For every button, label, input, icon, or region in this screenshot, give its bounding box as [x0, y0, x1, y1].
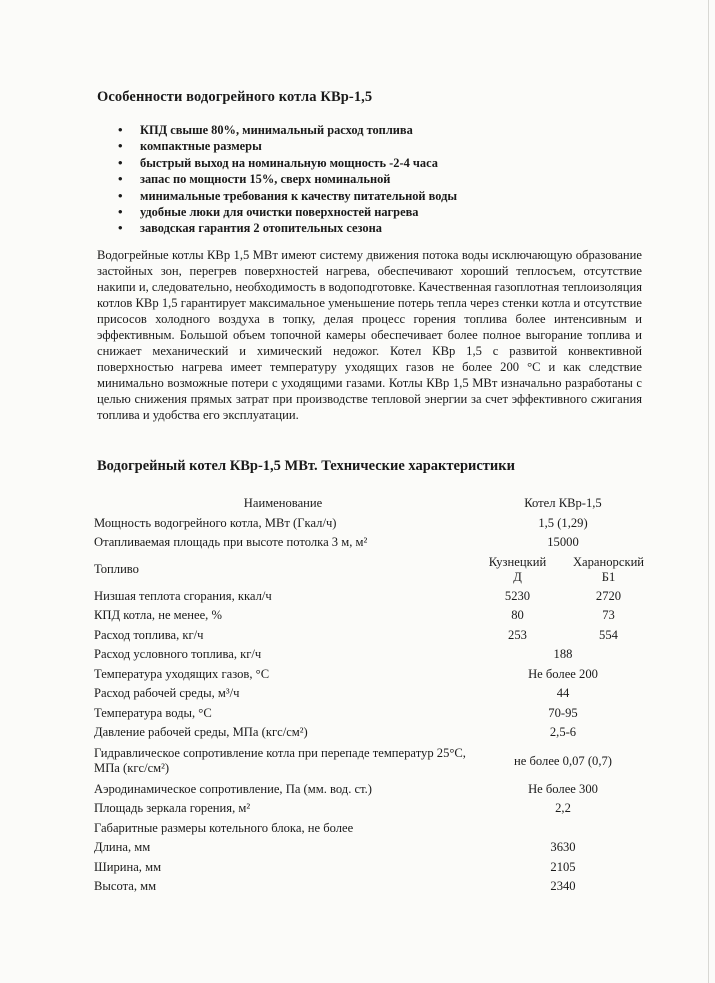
row-label: Расход рабочей среды, м³/ч: [94, 686, 240, 701]
feature-item: • запас по мощности 15%, сверх номинальной: [118, 171, 457, 187]
col-value-header: Котел КВр-1,5: [524, 496, 602, 511]
table-row: [94, 780, 654, 800]
row-label: Низшая теплота сгорания, ккал/ч: [94, 588, 272, 603]
row-value: 3630: [550, 840, 576, 855]
fuel-2-cell: [563, 553, 654, 587]
table-row: [94, 684, 654, 704]
row-label: Высота, мм: [94, 879, 157, 894]
row-label: Ширина, мм: [94, 859, 162, 874]
col-name-header: Наименование: [243, 496, 323, 511]
fuel-1-cell: [472, 553, 563, 587]
table-row: [94, 743, 654, 780]
scan-edge-line: [708, 0, 709, 983]
table-row: [94, 533, 654, 553]
row-label: Площадь зеркала горения, м²: [94, 801, 251, 816]
row-value: 1,5 (1,29): [538, 515, 588, 530]
fuel-1-name: Кузнецкий: [488, 555, 547, 569]
row-label: Габаритные размеры котельного блока, не более: [94, 820, 354, 835]
row-value: 188: [553, 647, 573, 662]
table-row: [94, 819, 654, 839]
table-row: [94, 626, 654, 646]
table-row: [94, 799, 654, 819]
row-value: 70-95: [548, 705, 578, 720]
row-label: Гидравлическое сопротивление котла при перепаде температур 25°С, МПа (кгс/см²): [94, 746, 466, 775]
table-row: [94, 704, 654, 724]
specs-table: [94, 494, 654, 897]
row-label: Мощность водогрейного котла, МВт (Гкал/ч): [94, 515, 337, 530]
row-label: Давление рабочей среды, МПа (кгс/см²): [94, 725, 308, 740]
fuel-2-name: Харанорский: [572, 555, 645, 569]
table-row: [94, 858, 654, 878]
fuel-1-grade: Д: [513, 569, 522, 584]
row-label: Расход топлива, кг/ч: [94, 627, 204, 642]
table-row: [94, 838, 654, 858]
row-label: Длина, мм: [94, 840, 151, 855]
row-value: 2105: [550, 859, 576, 874]
fuel-2-grade: Б1: [601, 569, 616, 584]
features-list: [118, 122, 457, 237]
table-row: [94, 514, 654, 534]
row-value: 2,2: [555, 801, 571, 816]
row-label: Температура уходящих газов, °С: [94, 666, 270, 681]
row-value-2: 73: [602, 608, 615, 623]
row-value-1: 5230: [504, 588, 531, 603]
row-value-2: 2720: [595, 588, 622, 603]
feature-item: • быстрый выход на номинальную мощность -2-4 часа: [118, 155, 457, 171]
row-value: 2340: [550, 879, 576, 894]
feature-item: • КПД свыше 80%, минимальный расход топлива: [118, 122, 457, 138]
row-value-1: 80: [511, 608, 524, 623]
table-row: [94, 587, 654, 607]
row-label: Расход условного топлива, кг/ч: [94, 647, 262, 662]
row-value-empty: [472, 819, 654, 839]
table-row: [94, 723, 654, 743]
table-row: [94, 645, 654, 665]
row-value: 15000: [547, 535, 579, 550]
table-row: [94, 877, 654, 897]
table-header-row: [94, 494, 654, 514]
features-heading: Особенности водогрейного котла КВр-1,5: [97, 89, 373, 105]
row-value-2: 554: [599, 627, 618, 642]
row-label: КПД котла, не менее, %: [94, 608, 222, 623]
specs-heading: Водогрейный котел КВр-1,5 МВт. Технические характеристики: [97, 458, 515, 474]
row-value: 2,5-6: [549, 725, 577, 740]
table-row-fuel: [94, 553, 654, 587]
feature-item: • компактные размеры: [118, 138, 457, 154]
description-paragraph: Водогрейные котлы КВр 1,5 МВт имеют систему движения потока воды исключающую образование застойных зон, перегрев поверхностей нагрева, обеспечивают хороший теплосъем, отсутствие накипи и, следовательно, необходимость в водоподготовке. Качественная газоплотная теплоизоляция котлов КВр 1,5 гарантирует максимальное уменьшение потерь тепла через стенки котла и отсутствие присосов холодного воздуха в топку, делая процесс горения топлива более интенсивным и эффективным. Большой объем топочной камеры обеспечивает более полное выгорание топлива и снижает механический и химический недожог. Котел КВр 1,5 с развитой конвективной поверхностью нагрева имеет температуру уходящих газов не более 200 °С и как следствие минимально возможные потери с уходящими газами. Котлы КВр 1,5 МВт изначально разработаны с целью снижения прямых затрат при производстве тепловой энергии за счет эффективного сжигания топлива и удобства его эксплуатации.: [97, 248, 642, 422]
row-label: Отапливаемая площадь при высоте потолка 3 м, м²: [94, 535, 368, 550]
feature-item: • заводская гарантия 2 отопительных сезона: [118, 220, 457, 236]
row-value: не более 0,07 (0,7): [514, 753, 612, 768]
row-label: Аэродинамическое сопротивление, Па (мм. вод. ст.): [94, 781, 372, 796]
row-value: Не более 200: [528, 666, 598, 681]
feature-item: • минимальные требования к качеству питательной воды: [118, 188, 457, 204]
row-value-1: 253: [508, 627, 527, 642]
row-label: Температура воды, °С: [94, 705, 212, 720]
table-row: [94, 665, 654, 685]
row-label: Топливо: [94, 562, 139, 576]
row-value: Не более 300: [528, 781, 598, 796]
table-row: [94, 606, 654, 626]
row-value: 44: [556, 686, 570, 701]
feature-item: • удобные люки для очистки поверхностей нагрева: [118, 204, 457, 220]
